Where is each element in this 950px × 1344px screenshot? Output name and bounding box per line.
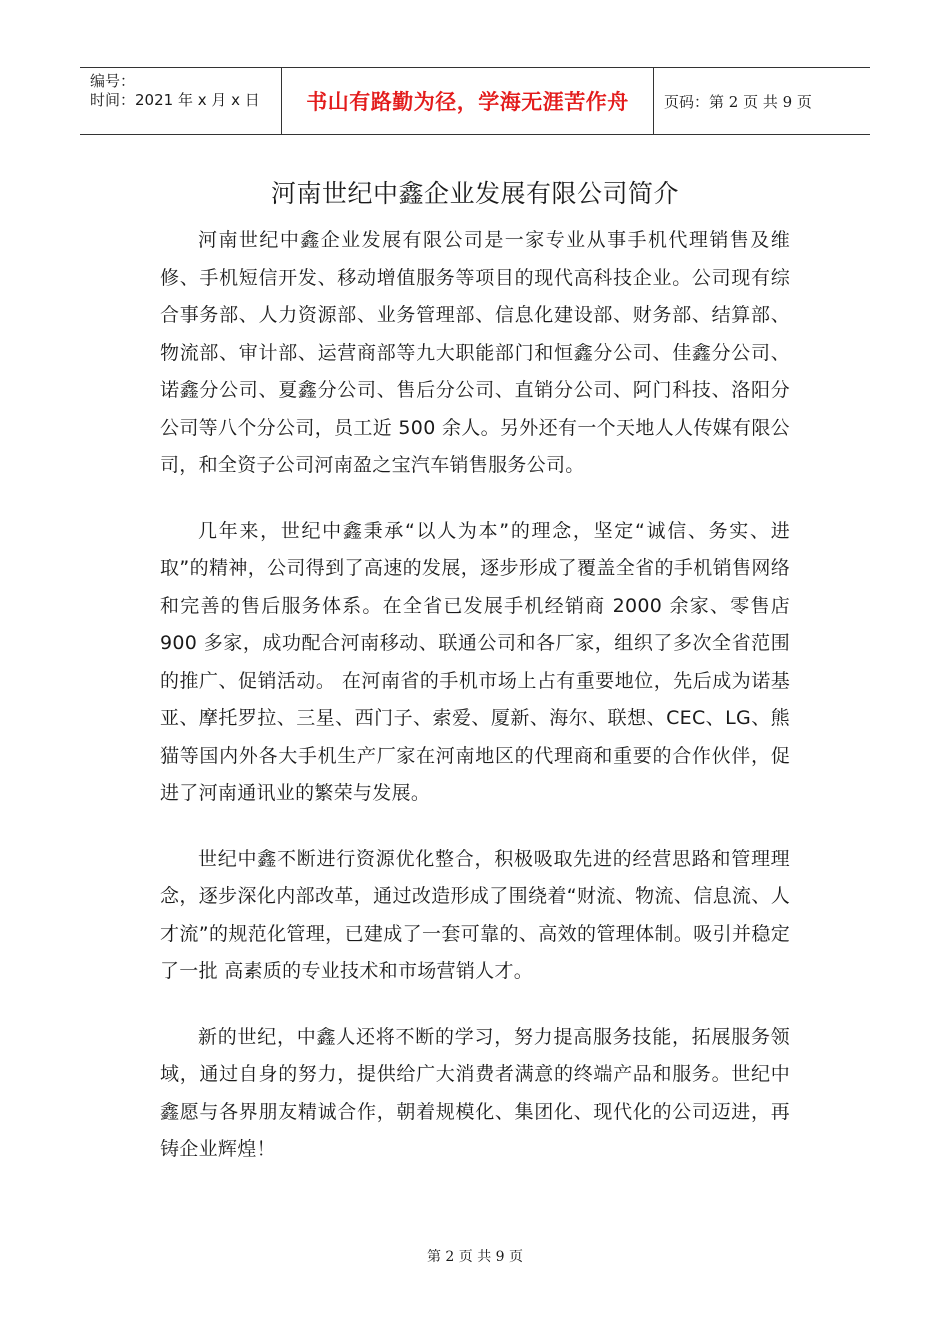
page-footer: 第 2 页 共 9 页: [426, 1249, 524, 1265]
header-page-cell: [654, 68, 870, 134]
header-motto: 书山有路勤为径，学海无涯苦作舟: [306, 89, 629, 114]
header-page-number: 页码：第 2 页 共 9 页: [664, 92, 812, 111]
document-date-label: 时间：2021 年 x 月 x 日: [90, 91, 260, 109]
document-title: 河南世纪中鑫企业发展有限公司简介: [270, 179, 679, 208]
body-paragraph: 河南世纪中鑫企业发展有限公司是一家专业从事手机代理销售及维修、手机短信开发、移动增值服务等项目的现代高科技企业。公司现有综合事务部、人力资源部、业务管理部、信息化建设部、财务部、结算部、物流部、审计部、运营商部等九大职能部门和恒鑫分公司、佳鑫分公司、诺鑫分公司、夏鑫分公司、售后分公司、直销分公司、阿门科技、洛阳分公司等八个分公司，员工近 500 余人。另外还有一个天地人人传媒有限公司，和全资子公司河南盈之宝汽车销售服务公司。: [160, 229, 790, 476]
body-paragraph: 新的世纪，中鑫人还将不断的学习，努力提高服务技能，拓展服务领域，通过自身的努力，提供给广大消费者满意的终端产品和服务。世纪中鑫愿与各界朋友精诚合作，朝着规模化、集团化、现代化的公司迈进，再铸企业辉煌！: [160, 1025, 790, 1160]
header-motto-cell: [282, 68, 654, 134]
page-header: [80, 67, 870, 135]
body-paragraph: 几年来，世纪中鑫秉承“以人为本”的理念，坚定“诚信、务实、进取”的精神，公司得到了高速的发展，逐步形成了覆盖全省的手机销售网络和完善的售后服务体系。在全省已发展手机经销商 2000 余家、零售店 900 多家，成功配合河南移动、联通公司和各厂家，组织了多次全省范围的推广、促销活动。 在河南省的手机市场上占有重要地位，先后成为诺基亚、摩托罗拉、三星、西门子、索爱、厦新、海尔、联想、CEC、LG、熊猫等国内外各大手机生产厂家在河南地区的代理商和重要的合作伙伴，促进了河南通讯业的繁荣与发展。: [160, 519, 790, 804]
document-number-label: 编号：: [90, 72, 136, 90]
header-meta-cell: [80, 68, 282, 134]
document-body: [160, 222, 790, 1197]
body-paragraph: 世纪中鑫不断进行资源优化整合，积极吸取先进的经营思路和管理理念，逐步深化内部改革，通过改造形成了围绕着“财流、物流、信息流、人才流”的规范化管理，已建成了一套可靠的、高效的管理体制。吸引并稳定了一批 高素质的专业技术和市场营销人才。: [160, 847, 790, 982]
